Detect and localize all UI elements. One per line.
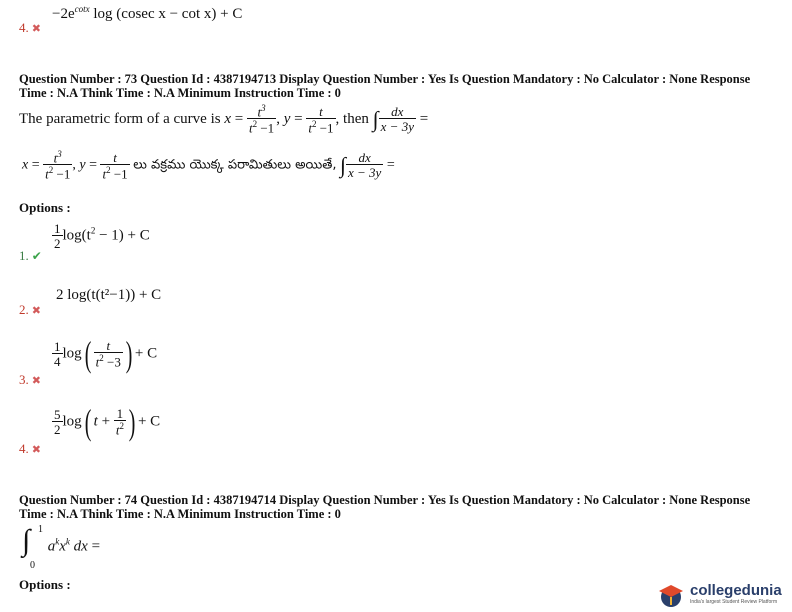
options-label-73: Options : xyxy=(19,200,71,215)
option-4-number: 4. ✖ xyxy=(19,441,41,456)
option-1-formula: $\frac{1}{2}$ $\log(t^2 - 1) + C$ xyxy=(54,221,150,251)
option-2-formula: 2 log(t(t²−1)) + C xyxy=(56,287,162,303)
option-3-number: 3. ✖ xyxy=(19,372,41,387)
correct-check-icon: ✔ xyxy=(31,249,42,263)
question-74-integral: ∫ 1 0 $a^kx^k$ dx = xyxy=(22,524,101,571)
option-2-number: 2. ✖ xyxy=(19,302,41,317)
previous-option-4-formula: $-2e^{cotx}$ log (cosec x − cot x) + C xyxy=(52,4,243,22)
previous-option-4-number: 4. ✖ xyxy=(19,20,41,35)
wrong-icon: ✖ xyxy=(31,444,41,456)
wrong-icon: ✖ xyxy=(31,305,41,317)
question-73-telugu: x = $\frac{t^3}{t^2 -1}$ , y = $\frac{t}{t^2 -1}$ లు వక్రము యొక్క పరామితులు అయితే, ∫ $\frac{dx}{x - 3y}$ = xyxy=(22,149,395,182)
wrong-icon: ✖ xyxy=(31,23,41,35)
options-label-74: Options : xyxy=(19,577,71,592)
option-4-formula: $\frac{5}{2}$ log( t + $\frac{1}{t^2}$ ) + C xyxy=(54,402,161,442)
question-74-header: Question Number : 74 Question Id : 4387194714 Display Question Number : Yes Is Question Mandatory : No Calculator : None Response Time : N.A Think Time : N.A Minimum Instruction Time : 0 xyxy=(19,493,751,521)
question-73-header: Question Number : 73 Question Id : 4387194713 Display Question Number : Yes Is Question Mandatory : No Calculator : None Response Time : N.A Think Time : N.A Minimum Instruction Time : 0 xyxy=(19,72,751,100)
question-73-english: The parametric form of a curve is x = $\frac{t^3}{t^2 -1}$ , y = $\frac{t}{t^2 -1}$ , then ∫ $\frac{dx}{x - 3y}$ = xyxy=(19,103,429,136)
option-3-formula: $\frac{1}{4}$ log( $\frac{t}{t^2 -3}$ ) + C xyxy=(54,334,158,374)
option-1-number: 1. ✔ xyxy=(19,248,42,263)
wrong-icon: ✖ xyxy=(31,375,41,387)
graduation-cap-icon xyxy=(656,582,686,608)
collegedunia-logo: collegedunia India's largest Student Review Platform xyxy=(656,580,788,608)
